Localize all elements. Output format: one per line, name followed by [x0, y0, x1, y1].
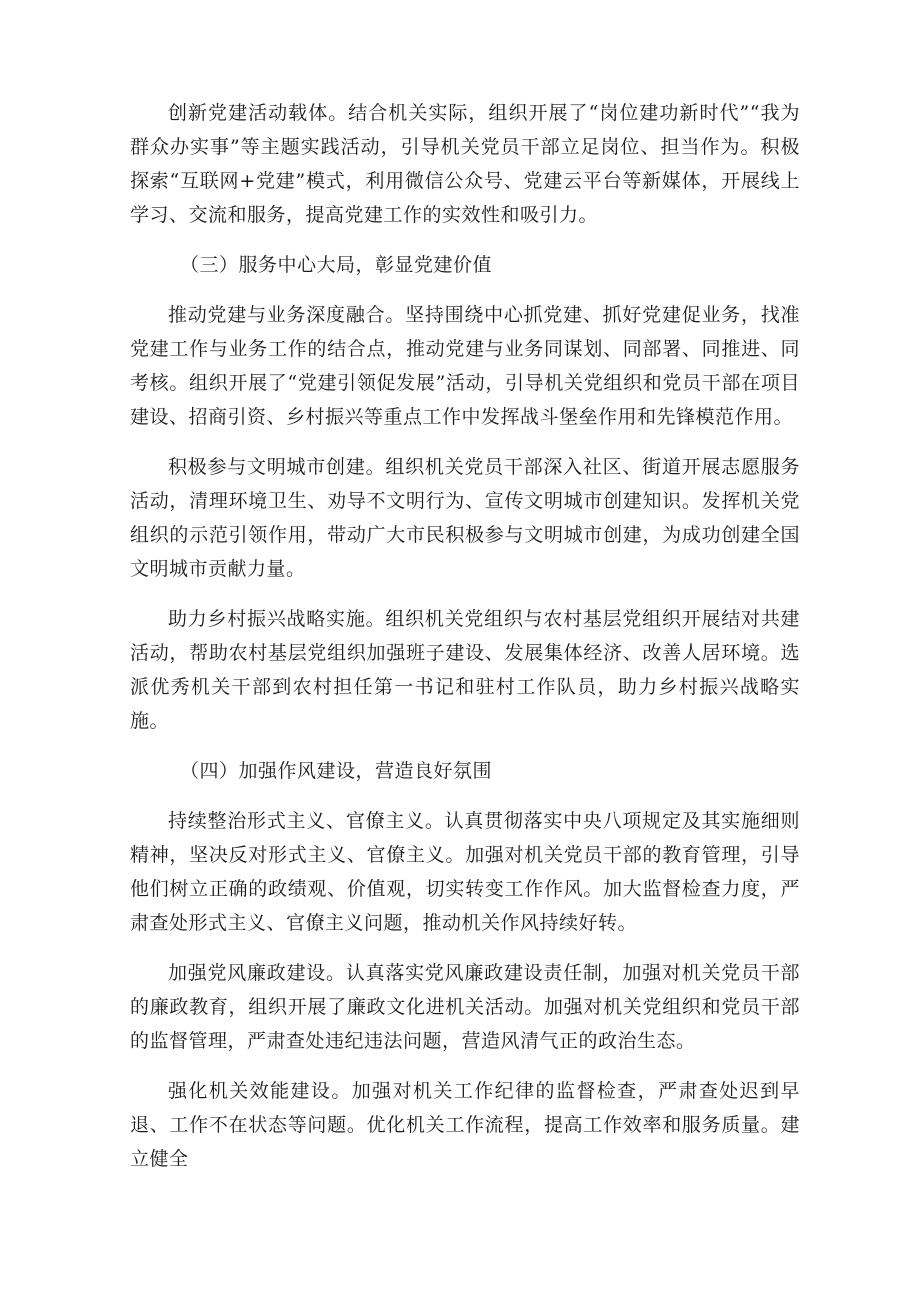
section-heading-three: （三）服务中心大局，彰显党建价值 [180, 254, 493, 276]
paragraph-integrity: 加强党风廉政建设。认真落实党风廉政建设责任制，加强对机关党员干部的廉政教育，组织开展了廉政文化进机关活动。加强对机关党组织和党员干部的监督管理，严肃查处违纪违法问题，营造风清气正的政治生态。 [130, 962, 800, 1052]
paragraph-rural-revitalization: 助力乡村振兴战略实施。组织机关党组织与农村基层党组织开展结对共建活动，帮助农村基层党组织加强班子建设、发展集体经济、改善人居环境。选派优秀机关干部到农村担任第一书记和驻村工作队员，助力乡村振兴战略实施。 [130, 608, 800, 732]
paragraph-integration: 推动党建与业务深度融合。坚持围绕中心抓党建、抓好党建促业务，找准党建工作与业务工作的结合点，推动党建与业务同谋划、同部署、同推进、同考核。组织开展了“党建引领促发展”活动，引导机关党组织和党员干部在项目建设、招商引资、乡村振兴等重点工作中发挥战斗堡垒作用和先锋模范作用。 [130, 304, 800, 428]
paragraph-efficiency: 强化机关效能建设。加强对机关工作纪律的监督检查，严肃查处迟到早退、工作不在状态等问题。优化机关工作流程，提高工作效率和服务质量。建立健全 [130, 1080, 800, 1170]
section-heading-four: （四）加强作风建设，营造良好氛围 [180, 760, 493, 782]
paragraph-formalism: 持续整治形式主义、官僚主义。认真贯彻落实中央八项规定及其实施细则精神，坚决反对形式主义、官僚主义。加强对机关党员干部的教育管理，引导他们树立正确的政绩观、价值观，切实转变工作作风。加大监督检查力度，严肃查处形式主义、官僚主义问题，推动机关作风持续好转。 [130, 810, 800, 934]
paragraph-civilized-city: 积极参与文明城市创建。组织机关党员干部深入社区、街道开展志愿服务活动，清理环境卫生、劝导不文明行为、宣传文明城市创建知识。发挥机关党组织的示范引领作用，带动广大市民积极参与文明城市创建，为成功创建全国文明城市贡献力量。 [130, 456, 800, 580]
paragraph-innovate-activities: 创新党建活动载体。结合机关实际，组织开展了“岗位建功新时代”“我为群众办实事”等主题实践活动，引导机关党员干部立足岗位、担当作为。积极探索“互联网+党建”模式，利用微信公众号、党建云平台等新媒体，开展线上学习、交流和服务，提高党建工作的实效性和吸引力。 [130, 102, 800, 226]
